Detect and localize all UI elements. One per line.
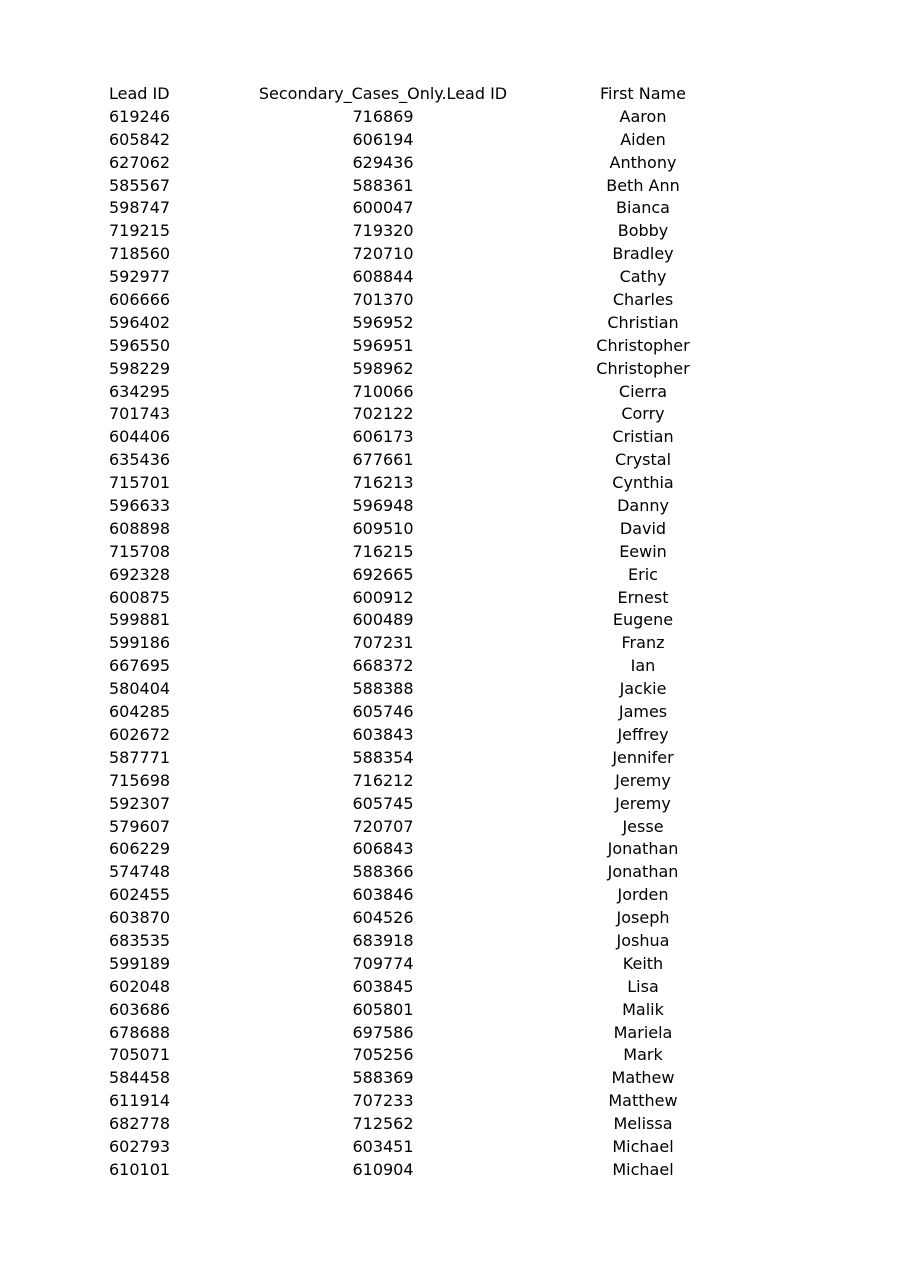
- table-row: [0, 1090, 909, 1113]
- table-row: [0, 152, 909, 175]
- column-header-first-name: First Name: [600, 84, 686, 103]
- secondary-lead-id-cell: 609510: [352, 518, 414, 538]
- first-name-cell: Christian: [607, 312, 679, 332]
- first-name-cell: Jeremy: [615, 793, 671, 813]
- first-name-cell: Eewin: [619, 541, 667, 561]
- secondary-lead-id-cell: 603845: [352, 976, 414, 996]
- table-row: [0, 518, 909, 541]
- secondary-lead-id-cell: 709774: [352, 953, 414, 973]
- lead-id-cell: 619246: [109, 106, 171, 126]
- table-row: [0, 884, 909, 907]
- lead-id-cell: 692328: [109, 564, 171, 584]
- first-name-cell: Keith: [622, 953, 664, 973]
- first-name-cell: Malik: [622, 999, 664, 1019]
- lead-id-cell: 627062: [109, 152, 171, 172]
- first-name-cell: Ernest: [617, 587, 669, 607]
- first-name-cell: James: [618, 702, 668, 722]
- lead-id-cell: 715708: [109, 541, 171, 561]
- table-row: [0, 1022, 909, 1045]
- first-name-cell: David: [619, 518, 667, 538]
- secondary-lead-id-cell: 716869: [352, 106, 414, 126]
- lead-id-cell: 606666: [109, 290, 171, 310]
- secondary-lead-id-cell: 588388: [352, 679, 414, 699]
- table-row: [0, 358, 909, 381]
- secondary-lead-id-cell: 702122: [352, 404, 414, 424]
- secondary-lead-id-cell: 605746: [352, 702, 414, 722]
- secondary-lead-id-cell: 596951: [352, 335, 414, 355]
- lead-id-cell: 634295: [109, 381, 171, 401]
- first-name-cell: Eugene: [612, 610, 674, 630]
- lead-id-cell: 600875: [109, 587, 171, 607]
- secondary-lead-id-cell: 606173: [352, 427, 414, 447]
- secondary-lead-id-cell: 720707: [352, 816, 414, 836]
- secondary-lead-id-cell: 692665: [352, 564, 414, 584]
- secondary-lead-id-cell: 598962: [352, 358, 414, 378]
- table-row: [0, 907, 909, 930]
- table-row: [0, 816, 909, 839]
- secondary-lead-id-cell: 608844: [352, 267, 414, 287]
- table-row: [0, 861, 909, 884]
- table-row: [0, 655, 909, 678]
- lead-id-cell: 718560: [109, 244, 171, 264]
- secondary-lead-id-cell: 596952: [352, 312, 414, 332]
- first-name-cell: Christopher: [596, 358, 690, 378]
- table-row: [0, 495, 909, 518]
- lead-id-cell: 602455: [109, 885, 171, 905]
- secondary-lead-id-cell: 683918: [352, 930, 414, 950]
- first-name-cell: Jonathan: [607, 862, 679, 882]
- secondary-lead-id-cell: 600489: [352, 610, 414, 630]
- table-row: [0, 541, 909, 564]
- secondary-lead-id-cell: 606843: [352, 839, 414, 859]
- secondary-lead-id-cell: 701370: [352, 290, 414, 310]
- secondary-lead-id-cell: 603846: [352, 885, 414, 905]
- secondary-lead-id-cell: 588361: [352, 175, 414, 195]
- lead-id-cell: 705071: [109, 1045, 171, 1065]
- lead-id-cell: 701743: [109, 404, 171, 424]
- secondary-lead-id-cell: 716213: [352, 473, 414, 493]
- lead-id-cell: 592977: [109, 267, 171, 287]
- first-name-cell: Jeremy: [615, 770, 671, 790]
- secondary-lead-id-cell: 677661: [352, 450, 414, 470]
- first-name-cell: Cynthia: [612, 473, 674, 493]
- secondary-lead-id-cell: 710066: [352, 381, 414, 401]
- table-row: [0, 1159, 909, 1182]
- table-row: [0, 770, 909, 793]
- first-name-cell: Crystal: [614, 450, 672, 470]
- first-name-cell: Michael: [612, 1136, 674, 1156]
- table-row: [0, 220, 909, 243]
- table-row: [0, 449, 909, 472]
- secondary-lead-id-cell: 712562: [352, 1114, 414, 1134]
- table-row: [0, 724, 909, 747]
- lead-id-cell: 596402: [109, 312, 171, 332]
- lead-id-cell: 678688: [109, 1022, 171, 1042]
- lead-id-cell: 605842: [109, 129, 171, 149]
- table-row: [0, 1067, 909, 1090]
- table-row: [0, 999, 909, 1022]
- first-name-cell: Beth Ann: [606, 175, 680, 195]
- table-row: [0, 426, 909, 449]
- secondary-lead-id-cell: 716212: [352, 770, 414, 790]
- first-name-cell: Lisa: [627, 976, 659, 996]
- lead-id-cell: 602048: [109, 976, 171, 996]
- table-row: [0, 976, 909, 999]
- first-name-cell: Bradley: [612, 244, 674, 264]
- lead-id-cell: 602793: [109, 1136, 171, 1156]
- lead-id-cell: 574748: [109, 862, 171, 882]
- secondary-lead-id-cell: 705256: [352, 1045, 414, 1065]
- secondary-lead-id-cell: 596948: [352, 496, 414, 516]
- first-name-cell: Charles: [612, 290, 674, 310]
- first-name-cell: Cristian: [612, 427, 674, 447]
- secondary-lead-id-cell: 707231: [352, 633, 414, 653]
- secondary-lead-id-cell: 719320: [352, 221, 414, 241]
- secondary-lead-id-cell: 716215: [352, 541, 414, 561]
- table-row: [0, 381, 909, 404]
- table-row: [0, 930, 909, 953]
- first-name-cell: Corry: [621, 404, 665, 424]
- lead-id-cell: 596550: [109, 335, 171, 355]
- lead-id-cell: 599189: [109, 953, 171, 973]
- lead-id-cell: 683535: [109, 930, 171, 950]
- lead-id-cell: 580404: [109, 679, 171, 699]
- secondary-lead-id-cell: 600912: [352, 587, 414, 607]
- first-name-cell: Jesse: [622, 816, 664, 836]
- first-name-cell: Mariela: [613, 1022, 673, 1042]
- table-row: [0, 335, 909, 358]
- secondary-lead-id-cell: 588354: [352, 747, 414, 767]
- first-name-cell: Melissa: [613, 1114, 673, 1134]
- secondary-lead-id-cell: 603843: [352, 724, 414, 744]
- first-name-cell: Cathy: [619, 267, 667, 287]
- table-row: [0, 312, 909, 335]
- column-header-secondary-lead-id: Secondary_Cases_Only.Lead ID: [258, 84, 508, 103]
- table-row: [0, 747, 909, 770]
- lead-id-cell: 599881: [109, 610, 171, 630]
- header-row: [0, 83, 909, 106]
- first-name-cell: Bianca: [616, 198, 670, 218]
- table-row: [0, 266, 909, 289]
- table-row: [0, 678, 909, 701]
- table-row: [0, 564, 909, 587]
- table-row: [0, 587, 909, 610]
- first-name-cell: Mathew: [611, 1068, 675, 1088]
- lead-id-cell: 715701: [109, 473, 171, 493]
- lead-id-cell: 719215: [109, 221, 171, 241]
- table-row: [0, 403, 909, 426]
- lead-id-cell: 603870: [109, 908, 171, 928]
- table-row: [0, 106, 909, 129]
- first-name-cell: Joseph: [616, 908, 670, 928]
- lead-id-cell: 596633: [109, 496, 171, 516]
- column-header-lead-id: Lead ID: [109, 84, 170, 103]
- table-row: [0, 793, 909, 816]
- secondary-lead-id-cell: 629436: [352, 152, 414, 172]
- lead-id-cell: 585567: [109, 175, 171, 195]
- first-name-cell: Joshua: [616, 930, 670, 950]
- lead-id-cell: 604285: [109, 702, 171, 722]
- lead-id-cell: 604406: [109, 427, 171, 447]
- table-row: [0, 838, 909, 861]
- secondary-lead-id-cell: 604526: [352, 908, 414, 928]
- first-name-cell: Aiden: [620, 129, 666, 149]
- first-name-cell: Franz: [621, 633, 665, 653]
- first-name-cell: Bobby: [617, 221, 669, 241]
- secondary-lead-id-cell: 610904: [352, 1159, 414, 1179]
- table-row: [0, 175, 909, 198]
- first-name-cell: Matthew: [608, 1091, 678, 1111]
- table-row: [0, 632, 909, 655]
- lead-id-cell: 592307: [109, 793, 171, 813]
- first-name-cell: Cierra: [618, 381, 668, 401]
- lead-id-cell: 682778: [109, 1114, 171, 1134]
- lead-id-cell: 610101: [109, 1159, 171, 1179]
- lead-id-cell: 611914: [109, 1091, 171, 1111]
- first-name-cell: Eric: [628, 564, 658, 584]
- table-row: [0, 701, 909, 724]
- first-name-cell: Anthony: [609, 152, 677, 172]
- secondary-lead-id-cell: 720710: [352, 244, 414, 264]
- first-name-cell: Jennifer: [612, 747, 674, 767]
- table-row: [0, 243, 909, 266]
- secondary-lead-id-cell: 606194: [352, 129, 414, 149]
- first-name-cell: Mark: [623, 1045, 663, 1065]
- secondary-lead-id-cell: 668372: [352, 656, 414, 676]
- first-name-cell: Christopher: [596, 335, 690, 355]
- table-row: [0, 1044, 909, 1067]
- first-name-cell: Danny: [617, 496, 669, 516]
- lead-id-cell: 599186: [109, 633, 171, 653]
- first-name-cell: Michael: [612, 1159, 674, 1179]
- table-body: [0, 106, 909, 1182]
- lead-id-cell: 608898: [109, 518, 171, 538]
- secondary-lead-id-cell: 600047: [352, 198, 414, 218]
- first-name-cell: Aaron: [619, 106, 667, 126]
- table-row: [0, 129, 909, 152]
- secondary-lead-id-cell: 697586: [352, 1022, 414, 1042]
- first-name-cell: Jeffrey: [617, 724, 669, 744]
- table-row: [0, 472, 909, 495]
- first-name-cell: Jackie: [619, 679, 667, 699]
- lead-id-cell: 598229: [109, 358, 171, 378]
- table-row: [0, 289, 909, 312]
- secondary-lead-id-cell: 605801: [352, 999, 414, 1019]
- secondary-lead-id-cell: 588369: [352, 1068, 414, 1088]
- secondary-lead-id-cell: 588366: [352, 862, 414, 882]
- lead-id-cell: 602672: [109, 724, 171, 744]
- secondary-lead-id-cell: 603451: [352, 1136, 414, 1156]
- table-row: [0, 1113, 909, 1136]
- lead-id-cell: 667695: [109, 656, 171, 676]
- lead-id-cell: 579607: [109, 816, 171, 836]
- table-row: [0, 197, 909, 220]
- first-name-cell: Ian: [630, 656, 656, 676]
- first-name-cell: Jonathan: [607, 839, 679, 859]
- secondary-lead-id-cell: 605745: [352, 793, 414, 813]
- lead-id-cell: 715698: [109, 770, 171, 790]
- lead-id-cell: 587771: [109, 747, 171, 767]
- first-name-cell: Jorden: [617, 885, 669, 905]
- secondary-lead-id-cell: 707233: [352, 1091, 414, 1111]
- data-table: [0, 83, 909, 1182]
- table-row: [0, 1136, 909, 1159]
- lead-id-cell: 635436: [109, 450, 171, 470]
- lead-id-cell: 584458: [109, 1068, 171, 1088]
- lead-id-cell: 606229: [109, 839, 171, 859]
- table-row: [0, 953, 909, 976]
- lead-id-cell: 598747: [109, 198, 171, 218]
- lead-id-cell: 603686: [109, 999, 171, 1019]
- table-row: [0, 609, 909, 632]
